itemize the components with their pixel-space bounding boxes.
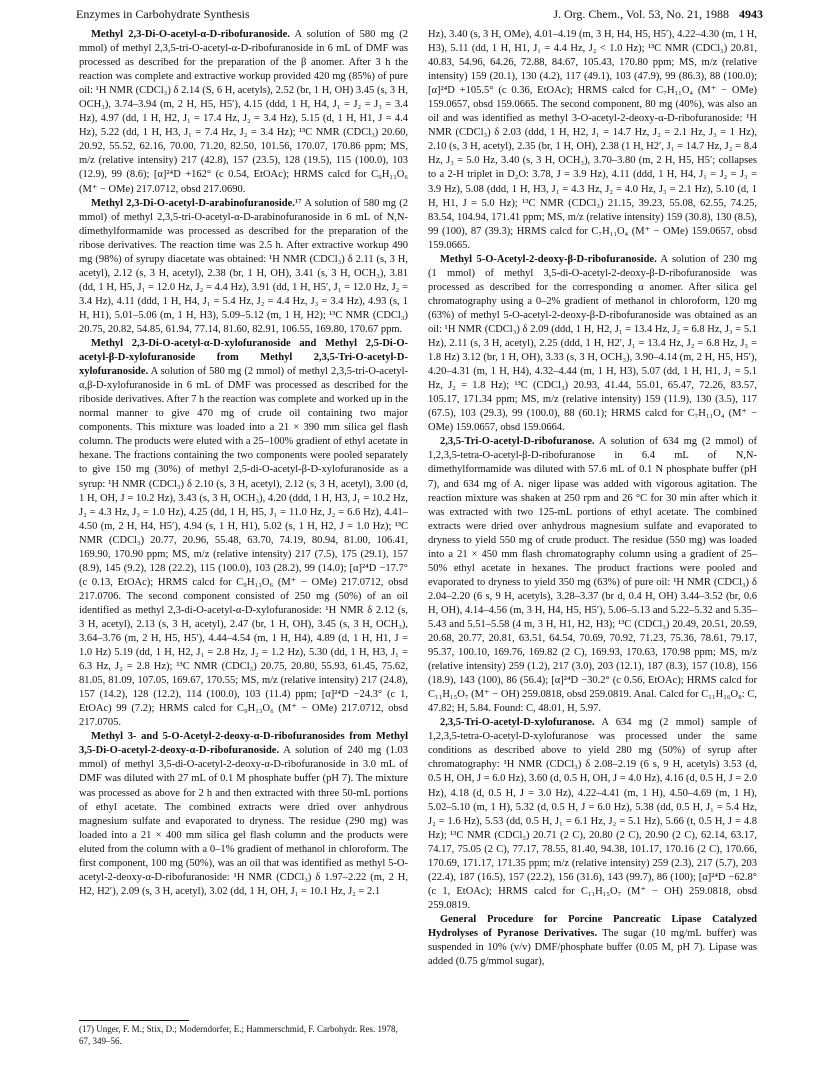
paragraph-text: A solution of 240 mg (1.03 mmol) of methyl 3,5-di-O-acetyl-2-deoxy-α-D-ribofuranoside in 3.0 mL of DMF was diluted with 27 mL of 0.1 M phosphate buffer (pH 7). The mixture was processed as above for 2 h and then extracted with three 50-mL portions of ethyl acetate. The combined extracts were dried over anhydrous magnesium sulfate and evaporated to dryness. The residue (290 mg) was loaded into a 21 × 400 mm silica gel flash column and the products were eluted from the column with a 0–1% gradient of methanol in chloroform. The first component, 100 mg (50%), was an oil that was identified as methyl 5-O-acetyl-2-deoxy-α-D-ribofuranoside: ¹H NMR (CDCl₃) δ 1.97–2.22 (m, 2 H, H2, H2′), 2.09 (s, 3 H, acetyl), 3.02 (dd, 1 H, OH, J₁ = 10.1 Hz, J₂ = 2.1 [79, 745, 408, 897]
paragraph-continued [428, 28, 757, 253]
paragraph-text: Hz), 3.40 (s, 3 H, OMe), 4.01–4.19 (m, 3 H, H4, H5, H5′), 4.22–4.30 (m, 1 H, H3), 5.11 (dd, 1 H, H1, J₁ = 4.4 Hz, J₂ < 1.0 Hz); ¹³C NMR (CDCl₃) 20.81, 40.83, 54.96, 64.26, 72.88, 84.67, 105.43, 170.80 ppm; MS, m/z (relative intensity) 159 (20.1), 130 (4.2), 117 (49.1), 103 (47.9), 99 (86.3), 88 (100.0); [α]²⁴D +105.5° (c 0.36, EtOAc); HRMS calcd for C₇H₁₁O₄ (M⁺ − OMe) 159.0657, obsd 159.0665. The second component, 80 mg (40%), was also an oil and was identified as methyl 3-O-acetyl-2-deoxy-α-D-ribofuranoside: ¹H NMR (CDCl₃) δ 2.03 (ddd, 1 H, H2, J₁ = 14.7 Hz, J₂ = 2.1 Hz, J₃ = 1 Hz), 2.10 (s, 3 H, acetyl), 2.35 (br, 1 H, OH), 2.38 (1 H, H2′, J₁ = 14.7 Hz, J₂ = 8.4 Hz, J₃ = 5.0 Hz, 3.40 (s, 3 H, OCH₃), 3.70–3.80 (m, 2 H, H5, H5′; collapses to a 2-H triplet in D₂O: 3.78, J = 3.9 Hz), 4.11 (ddd, 1 H, H4, J₁ = J₂ = J₃ = 3.9 Hz), 5.08 (ddd, 1 H, H3, J₁ = 4.3 Hz, J₂ = 4.0 Hz, J₃ = 2.1 Hz), 5.10 (d, 1 H, H1, J = 5.0 Hz); ¹³C NMR (CDCl₃) 21.15, 39.23, 55.08, 62.55, 74.25, 83.54, 104.94, 171.41 ppm; MS, m/z (relative intensity) 159 (30.8), 130 (8.5), 99 (100), 87 (39.3); HRMS calcd for C₇H₁₁O₄ (M⁺ − OMe) 159.0657, obsd 159.0665. [428, 29, 757, 251]
footnote: (17) Unger, F. M.; Stix, D.; Moderndorfer, E.; Hammerschmid, F. Carbohydr. Res. 1978, 67, 349–56. [79, 1024, 398, 1046]
paragraph [428, 716, 757, 913]
paragraph-text: A solution of 580 mg (2 mmol) of methyl 2,3,5-tri-O-acetyl-α,β-D-xylofuranoside in 6 mL of DMF was processed as described for the riboside derivatives. After 7 h the reaction was complete and worked up in the normal manner to give 470 mg of crude oil containing two major components. This mixture was loaded into a 21 × 390 mm silica gel flash column. The products were eluted with a 25–100% gradient of ethyl acetate in hexane. The fractions containing the two components were pooled separately to give 150 mg (30%) of methyl 2,5-di-O-acetyl-β-D-xylofuranoside as a syrup: ¹H NMR (CDCl₃) δ 2.10 (s, 3 H, acetyl), 2.12 (s, 3 H, acetyl), 3.00 (d, 1 H, OH, J = 10.2 Hz), 3.43 (s, 3 H, OCH₃), 4.20 (ddd, 1 H, H3, J₁ = 10.2 Hz, J₂ = 4.3 Hz, J₃ = 1.0 Hz), 4.25 (dd, 1 H, H5, J₁ = 11.0 Hz, J₂ = 6.6 Hz), 4.41–4.50 (m, 2 H, H4, H5′), 4.94 (s, 1 H, H1), 5.02 (s, 1 H, H2, J = 1.0 Hz); ¹³C NMR (CDCl₃) 20.77, 20.96, 55.48, 63.70, 74.19, 80.94, 81.00, 106.41, 169.90, 170.90 ppm; MS, m/z (relative intensity) 217 (7.5), 175 (29.1), 157 (8.9), 145 (9.2), 128 (22.2), 115 (100.0), 103 (28.2), 99 (14.0); [α]²⁴D −17.7° (c 0.13, EtOAc); HRMS calcd for C₉H₁₃O₆ (M⁺ − OMe) 217.0712, obsd 217.0706. The second component consisted of 250 mg (50%) of an oil identified as methyl 2,3-di-O-acetyl-α-D-xylofuranoside: ¹H NMR δ 2.12 (s, 3 H, acetyl), 2.13 (s, 3 H, acetyl), 2.47 (br, 1 H, OH), 3.45 (s, 3 H, OCH₃), 3.64–3.76 (m, 2 H, H5, H5′), 4.44–4.54 (m, 1 H, H4), 4.89 (d, 1 H, H1, J = 1.0 Hz) 5.19 (dd, 1 H, H2, J₁ = 2.8 Hz, J₂ = 1.2 Hz), 5.30 (dd, 1 H, H3, J₁ = 6.3 Hz, J₂ = 2.8 Hz); ¹³C NMR (CDCl₃) 20.75, 20.80, 55.93, 61.45, 75.62, 81.05, 81.09, 107.05, 169.67, 170.55; MS, m/z (relative intensity) 217 (24.8), 157 (14.2), 128 (12.2), 114 (100.0), 103 (11.4) ppm; [α]²⁴D −24.3° (c 1, EtOAc) 99 (7.2); HRMS calcd for C₉H₁₃O₆ (M⁺ − OMe) 217.0712, obsd 217.0705. [79, 366, 408, 729]
paragraph-text: A solution of 230 mg (1 mmol) of methyl 3,5-di-O-acetyl-2-deoxy-β-D-ribofuranoside was processed as described for the corresponding α anomer. After silica gel chromatography using a 0–2% gradient of methanol in chloroform, 120 mg (63%) of methyl 5-O-acetyl-2-deoxy-β-D-ribofuranoside was obtained as an oil: ¹H NMR (CDCl₃) δ 2.09 (ddd, 1 H, H2, J₁ = 13.4 Hz, J₂ = 6.8 Hz, J₃ = 5.1 Hz), 2.11 (s, 3 H, acetyl), 2.25 (ddd, 1 H, H2′, J₁ = 13.4 Hz, J₂ = 6.8 Hz, J₃ = 1.8 Hz) 3.12 (br, 1 H, OH), 3.33 (s, 3 H, OCH₃), 3.90–4.14 (m, 2 H, H5, H5′), 4.20–4.31 (m, 1 H, H4), 4.32–4.44 (m, 1 H, H3), 5.07 (dd, 1 H, H1, J₁ = 5.1 Hz, J₂ = 1.8 Hz); ¹³C (CDCl₃) 20.93, 41.44, 55.01, 65.47, 72.26, 83.57, 105.17, 171.34 ppm; MS, m/z (relative intensity) 159 (11.9), 130 (3.5), 117 (67.5), 103 (29.3), 99 (100.0), 88 (60.1); HRMS calcd for C₇H₁₁O₄ (M⁺ − OMe) 159.0657, obsd 159.0664. [428, 253, 757, 434]
running-header [76, 7, 763, 23]
paragraph-heading: Methyl 2,3-Di-O-acetyl-D-arabinofuranoside. [91, 197, 295, 209]
right-column [428, 28, 757, 969]
paragraph-text: ¹⁷ A solution of 580 mg (2 mmol) of methyl 2,3,5-tri-O-acetyl-α-D-arabinofuranoside in 6 mL of N,N-dimethylformamide was processed as described for the preparation of the ribose derivatives. The reaction time was 2.5 h. After extractive workup 490 mg (98%) of syrupy diacetate was obtained: ¹H NMR (CDCl₃) δ 2.11 (s, 3 H, acetyl), 2.12 (s, 3 H, acetyl), 2.38 (br, 1 H, OH), 3.41 (s, 3 H, OCH₃), 3.81 (dd, 1 H, H5, J₁ = 12.0 Hz, J₂ = 4.4 Hz), 3.91 (dd, 1 H, H5′, J₁ = 12.0 Hz, J₂ = 3.4 Hz), 4.11 (ddd, 1 H, H4, J₁ = 5.4 Hz, J₂ = 4.4 Hz, J₃ = 3.4 Hz), 4.93 (s, 1 H, H1), 5.01–5.06 (m, 1 H, H3), 5.09–5.12 (m, 1 H, H2); ¹³C NMR (CDCl₃) 20.75, 20.82, 54.85, 61.94, 77.14, 81.60, 82.91, 106.55, 169.80, 170.67 ppm. [79, 197, 408, 335]
header-section-title: Enzymes in Carbohydrate Synthesis [76, 7, 250, 21]
paragraph-text: A solution of 580 mg (2 mmol) of methyl 2,3,5-tri-O-acetyl-α-D-ribofuranoside in 6 mL of DMF was processed as described for the preparation of the β anomer. After 3 h the reaction was complete and extractive workup provided 420 mg (85%) of pure oil: ¹H NMR (CDCl₃) δ 2.14 (S, 6 H, acetyls), 2.52 (br, 1 H, OH) 3.45 (s, 3 H, OCH₃), 3.74–3.94 (m, 2 H, H5, H5′), 4.15 (ddd, 1 H, H4, J₁ = J₂ = J₃ = 3.4 Hz), 4.97 (dd, 1 H, H2, J₁ = 17.4 Hz, J₂ = 3.4 Hz), 5.15 (d, 1 H, H1, J = 4.4 Hz), 5.22 (dd, 1 H, H3, J₁ = 7.4 Hz, J₂ = 3.4 Hz); ¹³C NMR (CDCl₃) 20.60, 20.92, 55.52, 62.16, 70.00, 71.20, 82.50, 101.56, 170.07, 170.86 ppm; MS, m/z (relative intensity) 217 (42.8), 157 (23.5), 128 (19.5), 115 (100.0), 103 (12.9), 99 (8.6); [α]²⁴D +162° (c 0.54, EtOAc); HRMS calcd for C₉H₁₃O₆ (M⁺ − OMe) 217.0712, obsd 217.0690. [79, 29, 408, 195]
paragraph-heading: 2,3,5-Tri-O-acetyl-D-xylofuranose. [440, 717, 595, 729]
journal-name: J. Org. Chem., Vol. 53, No. 21, 1988 [553, 7, 729, 21]
paragraph-text: The sugar (10 mg/mL buffer) was suspended in 10% (v/v) DMF/phosphate buffer (0.05 M, pH 7). Lipase was added (0.75 g/mmol sugar), [428, 928, 758, 968]
paragraph-heading: Methyl 5-O-Acetyl-2-deoxy-β-D-ribofuranoside. [440, 253, 657, 265]
paragraph [79, 197, 408, 337]
paragraph [428, 435, 757, 716]
paragraph [428, 913, 757, 969]
paragraph-heading: Methyl 2,3-Di-O-acetyl-α-D-ribofuranoside. [91, 29, 290, 40]
header-journal-citation [553, 7, 763, 22]
paragraph [428, 253, 757, 436]
paragraph [79, 337, 408, 730]
paragraph-heading: Methyl 3- and 5-O-Acetyl-2-deoxy-α-D-ribofuranosides from Methyl 3,5-Di-O-acetyl-2-deoxy-α-D-ribofuranoside. [79, 731, 408, 757]
page-number: 4943 [739, 7, 763, 21]
paragraph-heading: 2,3,5-Tri-O-acetyl-D-ribofuranose. [440, 436, 595, 448]
paragraph-text: A solution of 634 mg (2 mmol) of 1,2,3,5-tetra-O-acetyl-β-D-ribofuranose in 6.4 mL of N,N-dimethylformamide was diluted with 57.6 mL of 0.1 N phosphate buffer (pH 7), and 634 mg of A. niger lipase was added with vigorous agitation. The reaction mixture was shaken at 250 rpm and 26 °C for 30 min after which it was extracted with two 125-mL portions of ethyl acetate. The combined extracts were dried over anhydrous magnesium sulfate and evaporated to dryness to yield 550 mg of crude product. The residue (550 mg) was loaded into a 21 × 450 mm flash chromatography column using a gradient of 25–50% ethyl acetate in hexanes. The product fractions were pooled and evaporated to dryness to yield 350 mg (63%) of pure oil: ¹H NMR (CDCl₃) δ 2.04–2.20 (6 s, 9 H, acetyls), 3.28–3.37 (br d, 0.4 H, OH) 3.44–3.52 (br, 0.6 H, OH), 4.14–4.56 (m, 3 H, H4, H5, H5′), 5.06–5.13 and 5.22–5.32 and 5.35–5.43 and 5.51–5.58 (4 m, 3 H, H1, H2, H3); ¹³C (CDCl₃) 20.49, 20.51, 20.59, 20.68, 20.77, 20.81, 63.51, 64.54, 70.69, 70.92, 71.23, 75.36, 78.61, 79.17, 95.37, 100.10, 169.76, 169.82 (2 C), 169.93, 170.63, 170.98 ppm; MS, m/z (relative intensity) 259 (1.2), 217 (3.0), 203 (12.1), 187 (8.3), 157 (10.8), 156 (18.9), 143 (100), 86 (56.4); [α]²⁴D −30.2° (c 0.56, EtOAc); HRMS calcd for C₁₁H₁₅O₇ (M⁺ − OH) 259.0818, obsd 259.0819. Anal. Calcd for C₁₁H₁₆O₈: C, 47.82; H, 5.84. Found: C, 48.01, H, 5.97. [428, 436, 757, 715]
left-column [79, 28, 408, 899]
paragraph-heading: Methyl 2,3-Di-O-acetyl-α-D-xylofuranoside and Methyl 2,5-Di-O-acetyl-β-D-xylofuranoside from Methyl 2,3,5-Tri-O-acetyl-D-xylofuranoside. [79, 338, 408, 378]
footnote-divider [79, 1020, 189, 1021]
paragraph-text: A 634 mg (2 mmol) sample of 1,2,3,5-tetra-O-acetyl-D-xylofuranose was processed under the same conditions as described above to yield 280 mg (50%) of syrup after chromatography: ¹H NMR (CDCl₃) δ 2.08–2.19 (6 s, 9 H, acetyls) 3.53 (d, 0.5 H, OH, J = 6.0 Hz), 3.60 (d, 0.5 H, OH, J = 4.0 Hz), 4.16 (d, 0.5 H, J = 2.0 Hz), 4.18 (d, 0.5 H, J = 3.0 Hz), 4.22–4.41 (m, 1 H), 4.50–4.69 (m, 1 H), 5.02–5.10 (m, 1 H), 5.32 (d, 0.5 H, J = 6.0 Hz), 5.38 (dd, 0.5 H, J₁ = 5.4 Hz, J₂ = 1.6 Hz), 5.53 (dd, 0.5 H, J₁ = 6.1 Hz, J₂ = 5.1 Hz), 5.66 (t, 0.5 H, J = 4.8 Hz); ¹³C NMR (CDCl₃) 20.71 (2 C), 20.80 (2 C), 20.90 (2 C), 62.14, 63.17, 74.17, 75.05 (2 C), 77.17, 78.55, 81.40, 94.38, 101.17, 170.16 (2 C), 170.66, 170.69, 171.17, 171.35 ppm; m/z (relative intensity) 259 (2.3), 217 (5.7), 203 (22.4), 187 (16.5), 157 (22.2), 156 (31.6), 143 (99.7), 86 (100); [α]²⁴D −62.8° (c 1, EtOAc); HRMS calcd for C₁₁H₁₅O₇ (M⁺ − OH) 259.0818, obsd 259.0819. [428, 717, 757, 911]
paragraph [79, 730, 408, 899]
paragraph-heading: General Procedure for Porcine Pancreatic Lipase Catalyzed Hydrolyses of Pyranose Derivatives. [428, 913, 757, 939]
paragraph [79, 28, 408, 197]
